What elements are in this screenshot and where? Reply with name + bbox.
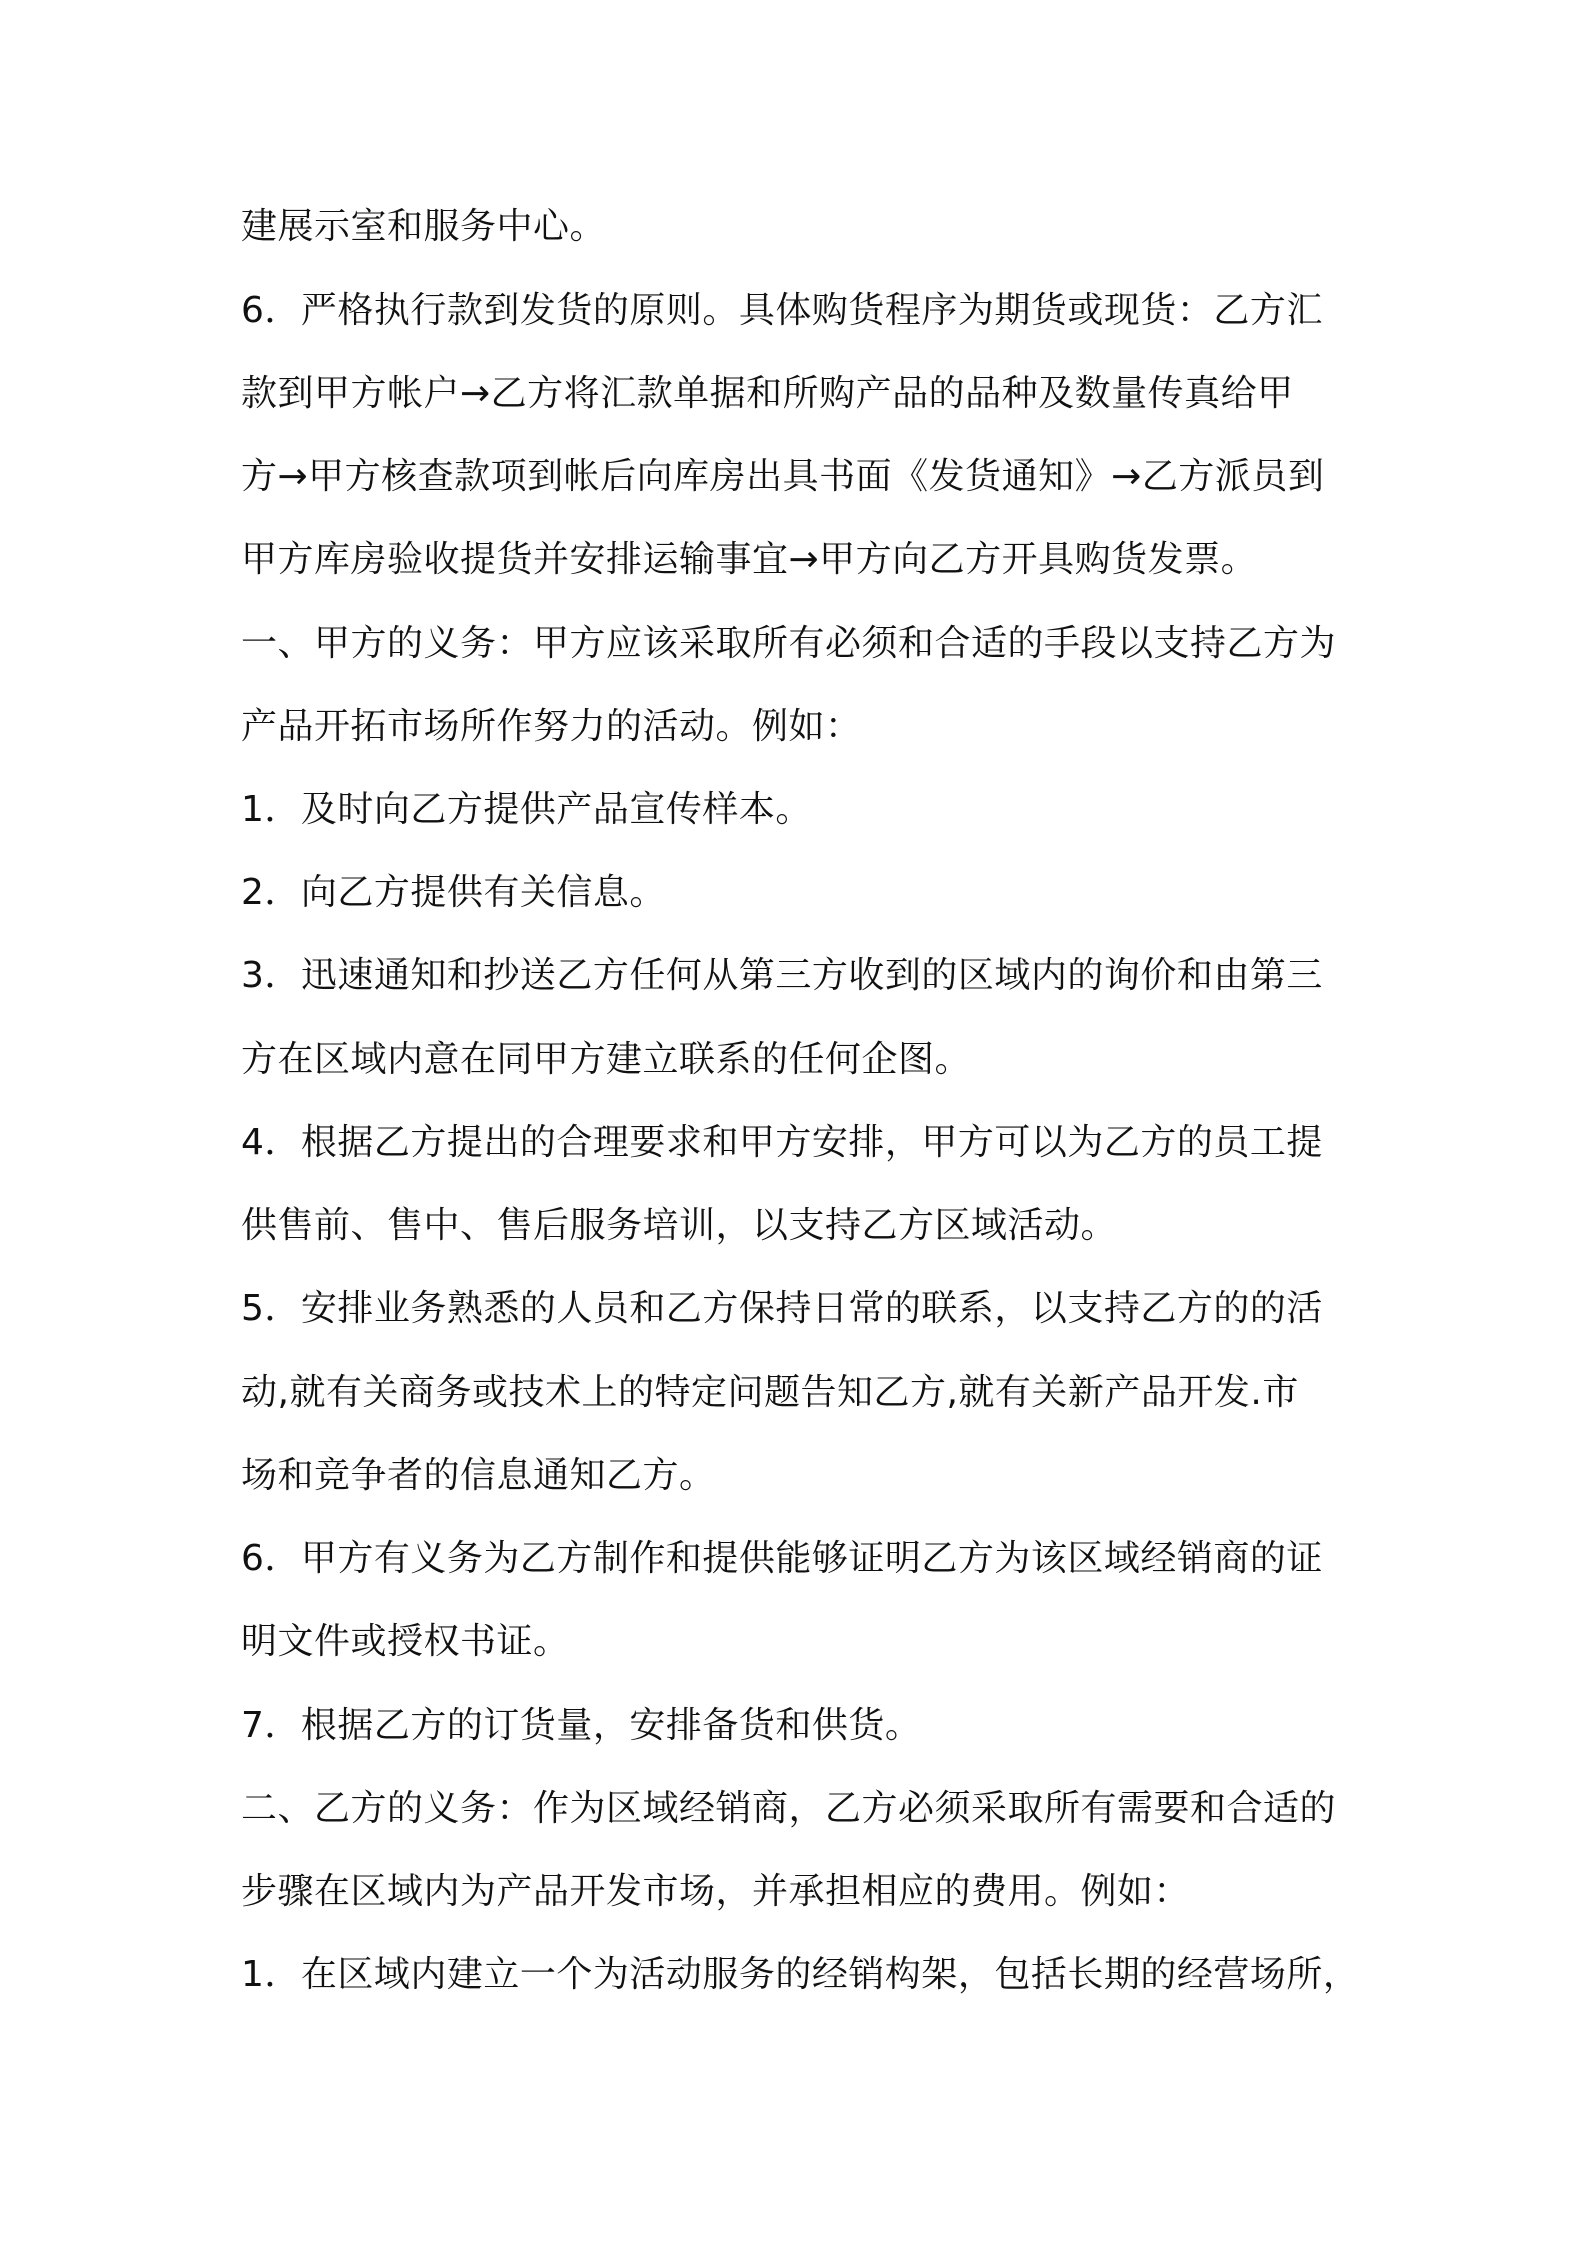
text-line: 6．严格执行款到发货的原则。具体购货程序为期货或现货：乙方汇 [241, 290, 1323, 331]
text-line: 明文件或授权书证。 [241, 1621, 570, 1662]
list-item: 7．根据乙方的订货量，安排备货和供货。 [241, 1705, 922, 1746]
list-item: 1．及时向乙方提供产品宣传样本。 [241, 789, 812, 830]
text-line: 步骤在区域内为产品开发市场，并承担相应的费用。例如： [241, 1871, 1191, 1912]
list-item: 6．甲方有义务为乙方制作和提供能够证明乙方为该区域经销商的证 [241, 1538, 1323, 1579]
list-item: 4．根据乙方提出的合理要求和甲方安排，甲方可以为乙方的员工提 [241, 1122, 1323, 1163]
text-line: 方→甲方核查款项到帐后向库房出具书面《发货通知》→乙方派员到 [241, 456, 1325, 497]
list-item: 2．向乙方提供有关信息。 [241, 872, 666, 913]
list-item: 5．安排业务熟悉的人员和乙方保持日常的联系，以支持乙方的的活 [241, 1288, 1323, 1329]
list-item: 1．在区域内建立一个为活动服务的经销构架，包括长期的经营场所， [241, 1954, 1360, 1995]
text-line: 供售前、售中、售后服务培训，以支持乙方区域活动。 [241, 1205, 1118, 1246]
text-line: 建展示室和服务中心。 [241, 206, 607, 247]
text-line: 场和竞争者的信息通知乙方。 [241, 1455, 716, 1496]
text-line: 款到甲方帐户→乙方将汇款单据和所购产品的品种及数量传真给甲 [241, 373, 1294, 414]
list-item: 3．迅速通知和抄送乙方任何从第三方收到的区域内的询价和由第三 [241, 955, 1323, 996]
text-line: 产品开拓市场所作努力的活动。例如： [241, 706, 862, 747]
section-heading-party-a-obligations: 一、甲方的义务：甲方应该采取所有必须和合适的手段以支持乙方为 [241, 623, 1337, 664]
text-line: 甲方库房验收提货并安排运输事宜→甲方向乙方开具购货发票。 [241, 539, 1258, 580]
text-line: 动,就有关商务或技术上的特定问题告知乙方,就有关新产品开发.市 [241, 1372, 1299, 1413]
text-line: 方在区域内意在同甲方建立联系的任何企图。 [241, 1039, 972, 1080]
section-heading-party-b-obligations: 二、乙方的义务：作为区域经销商，乙方必须采取所有需要和合适的 [241, 1788, 1337, 1829]
